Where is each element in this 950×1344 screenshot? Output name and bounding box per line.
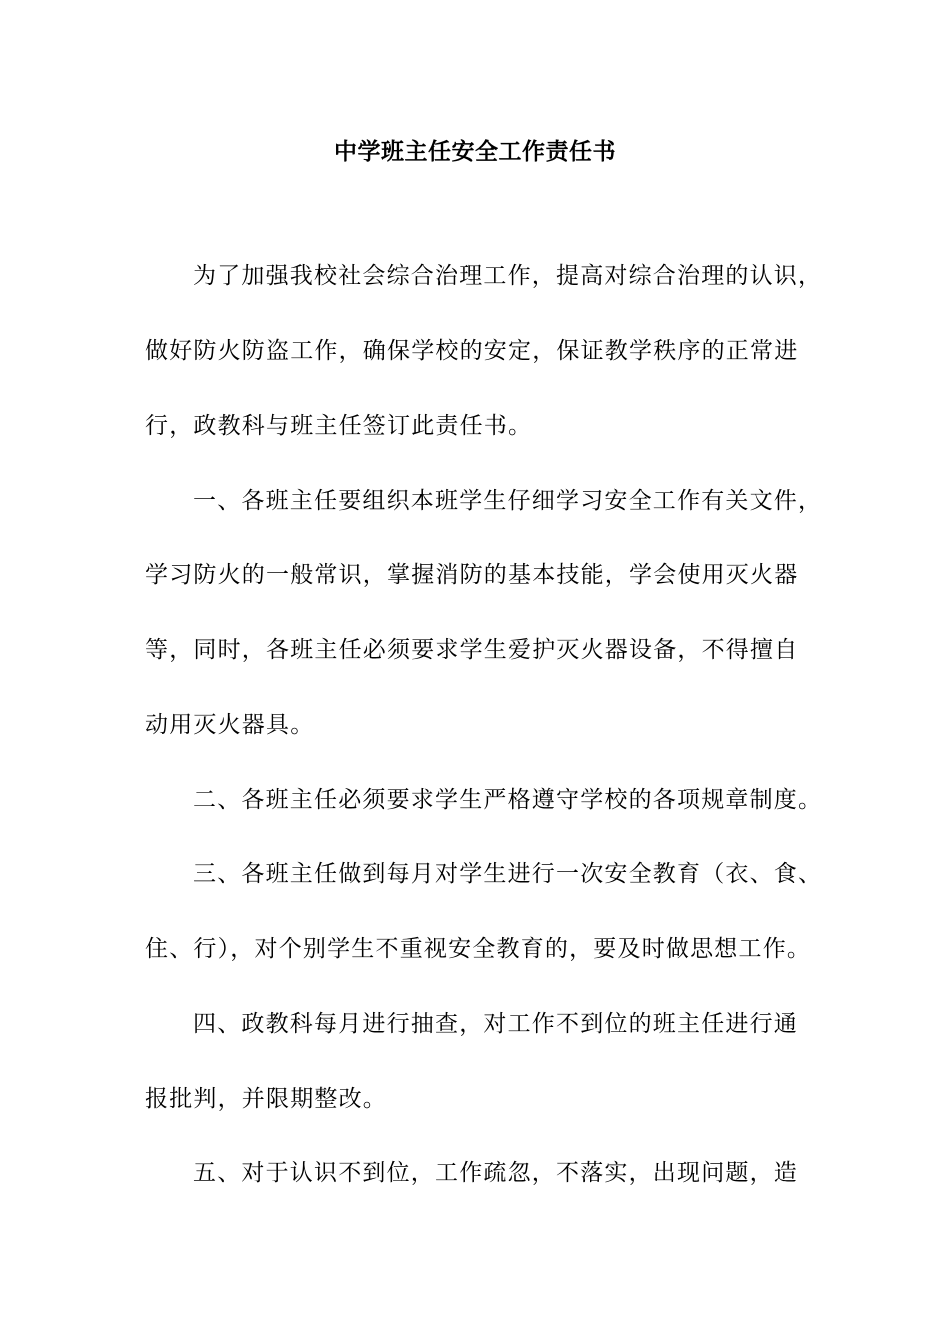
paragraph-line: 学习防火的一般常识，掌握消防的基本技能，学会使用灭火器 bbox=[145, 562, 799, 588]
paragraph-line: 住、行），对个别学生不重视安全教育的，要及时做思想工作。 bbox=[145, 936, 812, 962]
paragraph-line: 为了加强我校社会综合治理工作，提高对综合治理的认识， bbox=[193, 263, 823, 289]
paragraph-line: 动用灭火器具。 bbox=[145, 712, 315, 738]
document-title: 中学班主任安全工作责任书 bbox=[334, 138, 616, 165]
paragraph-line: 五、对于认识不到位，工作疏忽，不落实，出现问题，造 bbox=[193, 1160, 798, 1186]
paragraph-line: 行，政教科与班主任签订此责任书。 bbox=[145, 413, 533, 439]
paragraph-line: 三、各班主任做到每月对学生进行一次安全教育（衣、食、 bbox=[193, 861, 823, 887]
paragraph-line: 四、政教科每月进行抽查，对工作不到位的班主任进行通 bbox=[193, 1011, 798, 1037]
paragraph-line: 等，同时，各班主任必须要求学生爱护灭火器设备，不得擅自 bbox=[145, 637, 799, 663]
paragraph-line: 二、各班主任必须要求学生严格遵守学校的各项规章制度。 bbox=[193, 787, 823, 813]
paragraph-line: 做好防火防盗工作，确保学校的安定，保证教学秩序的正常进 bbox=[145, 338, 799, 364]
paragraph-line: 一、各班主任要组织本班学生仔细学习安全工作有关文件， bbox=[193, 488, 823, 514]
paragraph-line: 报批判，并限期整改。 bbox=[145, 1086, 387, 1112]
